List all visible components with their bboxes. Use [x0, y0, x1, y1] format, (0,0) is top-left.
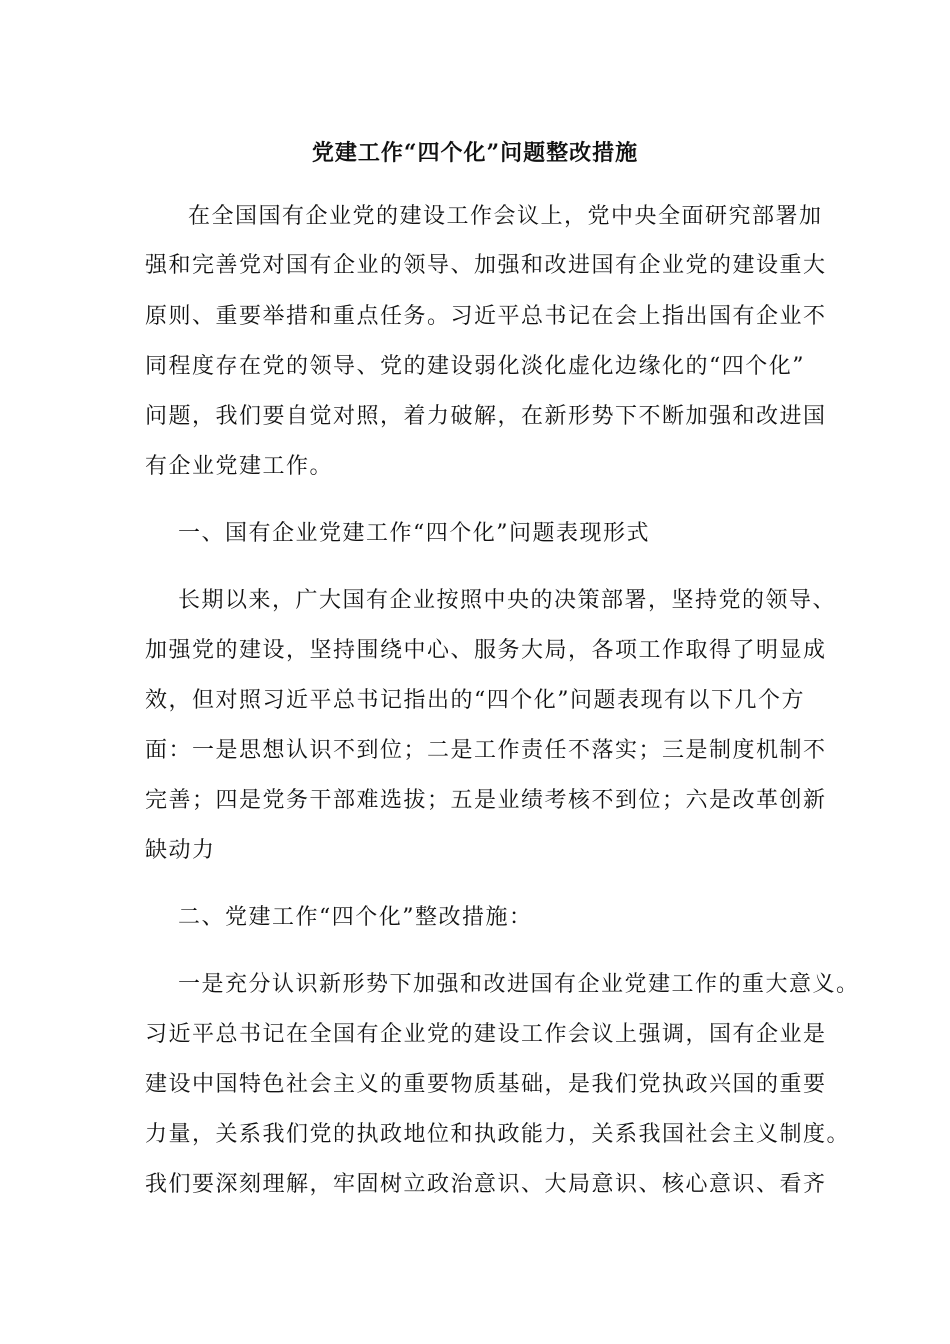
paragraph-line: 建设中国特色社会主义的重要物质基础，是我们党执政兴国的重要 — [145, 1072, 827, 1097]
paragraph-line: 效，但对照习近平总书记指出的“四个化”问题表现有以下几个方 — [145, 688, 805, 713]
paragraph-line: 有企业党建工作。 — [145, 454, 334, 479]
paragraph-line: 在全国国有企业党的建设工作会议上，党中央全面研究部署加 — [188, 204, 823, 229]
paragraph-line: 同程度存在党的领导、党的建设弱化淡化虚化边缘化的“四个化” — [145, 354, 805, 379]
paragraph-line: 面：一是思想认识不到位；二是工作责任不落实；三是制度机制不 — [145, 738, 827, 763]
paragraph-line: 缺动力 — [145, 838, 216, 863]
paragraph-line: 完善；四是党务干部难选拔；五是业绩考核不到位；六是改革创新 — [145, 788, 827, 813]
paragraph-line: 力量，关系我们党的执政地位和执政能力，关系我国社会主义制度。 — [145, 1122, 851, 1147]
page-title: 党建工作“四个化”问题整改措施 — [311, 140, 639, 166]
paragraph-line: 强和完善党对国有企业的领导、加强和改进国有企业党的建设重大 — [145, 253, 827, 278]
paragraph-line: 长期以来，广大国有企业按照中央的决策部署，坚持党的领导、 — [178, 588, 837, 613]
paragraph-line: 一是充分认识新形势下加强和改进国有企业党建工作的重大意义。 — [178, 972, 860, 997]
paragraph-line: 习近平总书记在全国有企业党的建设工作会议上强调，国有企业是 — [145, 1022, 827, 1047]
section-heading: 一、国有企业党建工作“四个化”问题表现形式 — [178, 521, 650, 546]
paragraph-line: 原则、重要举措和重点任务。习近平总书记在会上指出国有企业不 — [145, 304, 827, 329]
section-heading: 二、党建工作“四个化”整改措施： — [178, 905, 533, 930]
paragraph-line: 加强党的建设，坚持围绕中心、服务大局，各项工作取得了明显成 — [145, 638, 827, 663]
paragraph-line: 问题，我们要自觉对照，着力破解，在新形势下不断加强和改进国 — [145, 404, 827, 429]
paragraph-line: 我们要深刻理解，牢固树立政治意识、大局意识、核心意识、看齐 — [145, 1172, 827, 1197]
